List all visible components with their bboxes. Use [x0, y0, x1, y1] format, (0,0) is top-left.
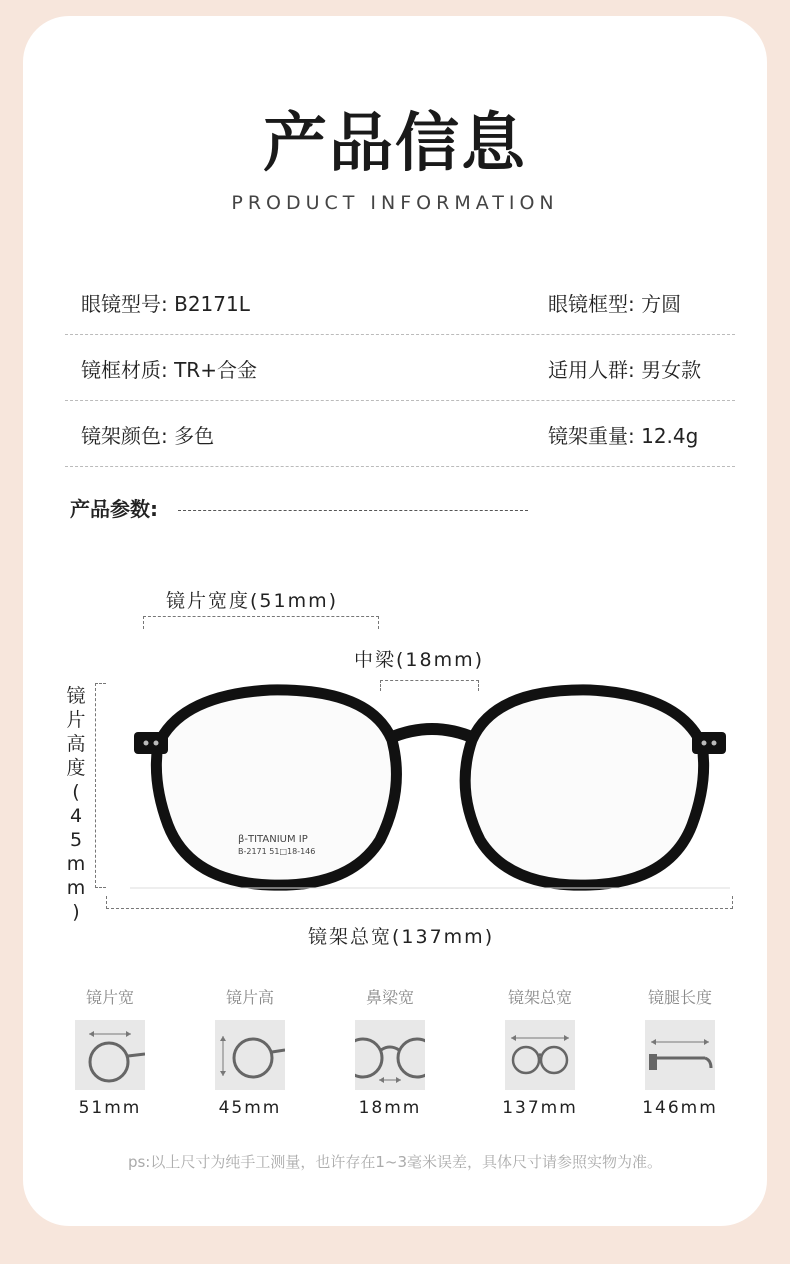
info-row — [65, 270, 735, 335]
total-width-label: 镜架总宽(137mm) — [308, 926, 495, 948]
thumb-lens-width: 镜片宽 51mm — [55, 985, 165, 1118]
thumb-lens-height: 镜片高 45mm — [195, 985, 305, 1118]
thumb-temple-length: 镜腿长度 146mm — [642, 988, 718, 1118]
info-material: 镜框材质: TR+合金 — [81, 358, 257, 382]
lens-width-bracket — [143, 616, 379, 629]
info-frame-shape: 眼镜框型: 方圆 — [548, 292, 682, 316]
bridge-width-icon — [355, 1020, 425, 1090]
thumb-bridge-width: 鼻梁宽 18mm — [335, 985, 445, 1118]
bridge-label: 中梁(18mm) — [354, 649, 485, 671]
lens-print-brand: β-TITANIUM IP — [238, 834, 308, 845]
lens-width-label: 镜片宽度(51mm) — [166, 590, 339, 612]
total-width-bracket — [106, 896, 733, 909]
info-weight: 镜架重量: 12.4g — [548, 424, 699, 448]
thumb-frame-width: 镜架总宽 137mm — [502, 988, 578, 1118]
lens-width-icon — [75, 1020, 145, 1090]
measurement-note: ps:以上尺寸为纯手工测量，也许存在1~3毫米误差，具体尺寸请参照实物为准。 — [127, 1153, 663, 1171]
lens-height-label: 镜 片 高 度 ( 4 5 m m ) — [66, 685, 86, 923]
info-color: 镜架颜色: 多色 — [81, 424, 215, 448]
glasses-image — [120, 670, 740, 900]
frame-width-icon — [505, 1020, 575, 1090]
lens-print-model: B-2171 51□18-146 — [238, 847, 316, 856]
params-divider — [178, 510, 528, 511]
lens-height-icon — [215, 1020, 285, 1090]
info-row — [65, 402, 735, 467]
page-subtitle: PRODUCT INFORMATION — [231, 192, 559, 214]
info-model: 眼镜型号: B2171L — [81, 292, 250, 316]
page-title: 产品信息 — [263, 107, 527, 181]
lens-height-bracket — [95, 683, 106, 888]
temple-length-icon — [645, 1020, 715, 1090]
info-row — [65, 336, 735, 401]
params-heading: 产品参数: — [70, 497, 158, 521]
info-audience: 适用人群: 男女款 — [548, 358, 702, 382]
